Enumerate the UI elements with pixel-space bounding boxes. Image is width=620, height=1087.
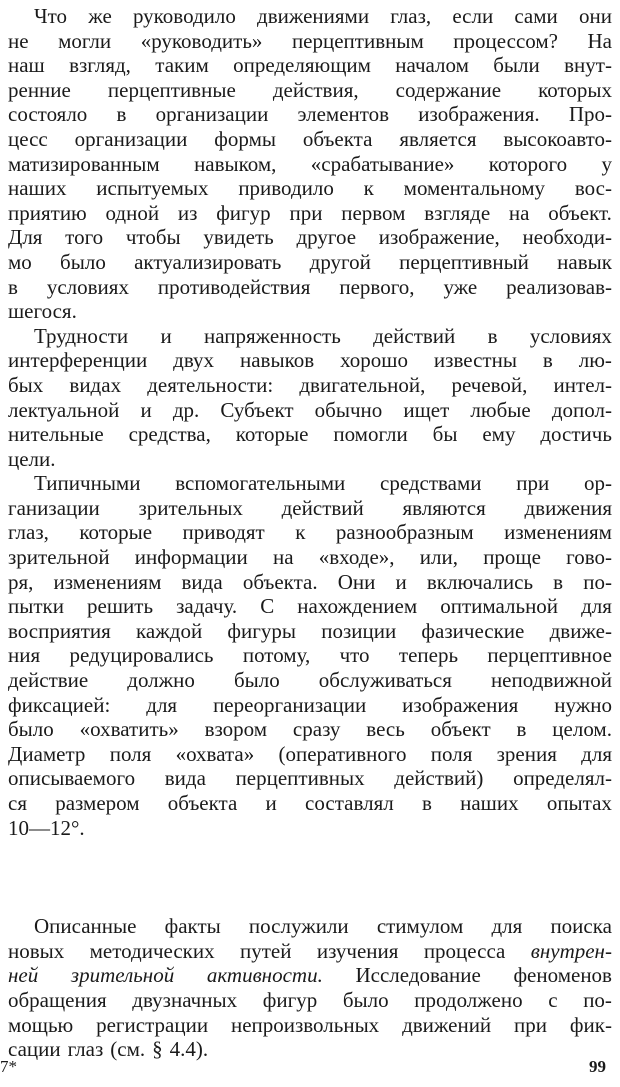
text-line: матизированным навыком, «срабатывание» которого у: [8, 151, 612, 176]
text-line: зрительной информации на «входе», или, проще гово-: [8, 545, 612, 570]
text-line: сации глаз (см. § 4.4).: [8, 1037, 209, 1062]
text-line: шегося.: [8, 299, 77, 324]
paragraph: [8, 324, 612, 472]
paragraph: [8, 4, 612, 324]
section-gap: [8, 840, 612, 914]
text-line: обращения двузначных фигур было продолжено с по-: [8, 987, 612, 1012]
text-line: действие должно было обслуживаться неподвижной: [8, 668, 612, 693]
text-line: мо было актуализировать другой перцептивный навык: [8, 249, 612, 274]
text-line: наш взгляд, таким определяющим началом были внут-: [8, 53, 612, 78]
text-line: интерференции двух навыков хорошо известны в лю-: [8, 348, 612, 373]
text-line: глаз, которые приводят к разнообразным изменениям: [8, 520, 612, 545]
text-line: Типичными вспомогательными средствами при ор-: [34, 471, 612, 496]
text-line: 10—12°.: [8, 815, 85, 840]
body-text: [8, 4, 612, 1062]
text-line: ния редуцировались потому, что теперь перцептивное: [8, 643, 612, 668]
text-line: Описанные факты послужили стимулом для поиска: [34, 914, 612, 939]
text-line: новых методических путей изучения процесса внутрен-: [8, 938, 612, 963]
text-line: не могли «руководить» перцептивным процессом? На: [8, 28, 612, 53]
signature-mark: 7*: [0, 1057, 17, 1076]
text-line: Диаметр поля «охвата» (оперативного поля зрения для: [8, 741, 612, 766]
paragraph: [8, 914, 612, 1062]
page-footer: [0, 1053, 612, 1079]
text-line: ней зрительной активности. Исследование феноменов: [8, 963, 612, 988]
text-line: наших испытуемых приводило к моментальному вос-: [8, 176, 612, 201]
text-line: приятию одной из фигур при первом взгляде на объект.: [8, 200, 612, 225]
text-line: Что же руководило движениями глаз, если сами они: [34, 4, 612, 28]
text-line: лектуальной и др. Субъект обычно ищет любые допол-: [8, 397, 612, 422]
text-line: цели.: [8, 446, 56, 471]
text-line: пытки решить задачу. С нахождением оптимальной для: [8, 594, 612, 619]
text-line: ся размером объекта и составлял в наших опытах: [8, 791, 612, 815]
text-line: ренние перцептивные действия, содержание которых: [8, 77, 612, 102]
text-line: описываемого вида перцептивных действий) определял-: [8, 766, 612, 791]
text-line: ганизации зрительных действий являются движения: [8, 495, 612, 520]
text-line: Для того чтобы увидеть другое изображение, необходи-: [8, 225, 612, 250]
text-line: в условиях противодействия первого, уже реализовав-: [8, 274, 612, 299]
text-line: нительные средства, которые помогли бы ему достичь: [8, 422, 612, 447]
text-line: состояло в организации элементов изображения. Про-: [8, 102, 612, 127]
text-line: фиксацией: для переорганизации изображения нужно: [8, 692, 612, 717]
text-line: ря, изменениям вида объекта. Они и включались в по-: [8, 569, 612, 594]
text-line: Трудности и напряженность действий в условиях: [34, 323, 612, 348]
text-line: бых видах деятельности: двигательной, речевой, интел-: [8, 372, 612, 397]
paragraph: [8, 471, 612, 840]
page: [0, 4, 612, 1083]
text-line: цесс организации формы объекта является высокоавто-: [8, 126, 612, 151]
page-number: 99: [589, 1057, 606, 1076]
text-line: мощью регистрации непроизвольных движений при фик-: [8, 1012, 612, 1037]
text-line: было «охватить» взором сразу весь объект в целом.: [8, 717, 612, 742]
text-line: восприятия каждой фигуры позиции фазические движе-: [8, 618, 612, 643]
